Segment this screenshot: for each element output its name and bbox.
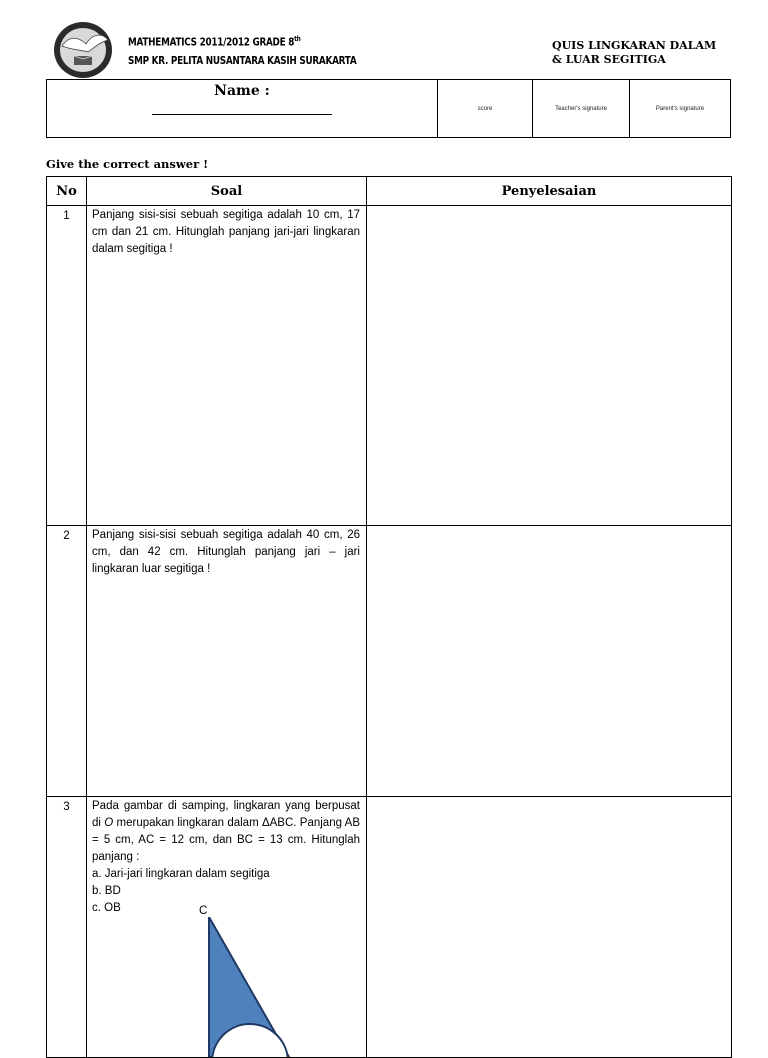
- school-logo: [52, 20, 114, 80]
- vertex-label-c: C: [199, 905, 208, 917]
- school-logo-icon: [52, 20, 114, 80]
- quiz-title: [552, 39, 716, 67]
- quiz-title-line-2: & LUAR SEGITIGA: [552, 53, 666, 66]
- teacher-signature-cell[interactable]: Teacher's signature: [533, 80, 630, 137]
- question-text: [87, 797, 366, 917]
- question-number: 2: [47, 526, 87, 797]
- question-number: 3: [47, 797, 87, 1058]
- score-cell[interactable]: score: [438, 80, 533, 137]
- question-cell: [87, 526, 367, 797]
- sub-question-b: b. BD: [92, 885, 121, 897]
- identity-box: [46, 79, 731, 138]
- table-row: [47, 526, 732, 797]
- name-cell[interactable]: [47, 80, 438, 137]
- question-cell: [87, 797, 367, 1058]
- question-cell: [87, 206, 367, 526]
- header-no: No: [47, 177, 87, 206]
- sub-question-c: c. OB: [92, 902, 121, 914]
- question-text: Panjang sisi-sisi sebuah segitiga adalah 10 cm, 17 cm dan 21 cm. Hitunglah panjang jari-jari lingkaran dalam segitiga !: [92, 209, 360, 255]
- instruction-text: Give the correct answer !: [46, 157, 209, 171]
- quiz-table: [46, 176, 732, 1058]
- table-row: [47, 797, 732, 1058]
- question-text-post: merupakan lingkaran dalam ΔABC. Panjang AB = 5 cm, AC = 12 cm, dan BC = 13 cm. Hitunglah panjang :: [92, 817, 360, 863]
- quiz-title-line-1: QUIS LINGKARAN DALAM: [552, 39, 717, 52]
- center-variable: O: [104, 817, 114, 829]
- name-label: Name :: [214, 83, 270, 99]
- school-info: [128, 30, 356, 70]
- answer-cell[interactable]: [367, 206, 732, 526]
- answer-cell[interactable]: [367, 797, 732, 1058]
- table-header-row: [47, 177, 732, 206]
- parent-signature-cell[interactable]: Parent's signature: [655, 105, 705, 112]
- table-row: [47, 206, 732, 526]
- name-blank-line[interactable]: [152, 114, 332, 115]
- school-line-1: MATHEMATICS 2011/2012 GRADE 8th: [128, 35, 301, 49]
- answer-cell[interactable]: [367, 526, 732, 797]
- sub-question-a: a. Jari-jari lingkaran dalam segitiga: [92, 868, 270, 880]
- school-line-2: SMP KR. PELITA NUSANTARA KASIH SURAKARTA: [128, 54, 357, 67]
- triangle-incircle-diagram: [87, 917, 367, 1057]
- question-text: Panjang sisi-sisi sebuah segitiga adalah 40 cm, 26 cm, dan 42 cm. Hitunglah panjang jari – jari lingkaran luar segitiga !: [92, 529, 360, 575]
- question-text-pre: Pada gambar di samping, lingkaran yang berpusat di: [92, 800, 360, 829]
- header-soal: Soal: [87, 177, 367, 206]
- question-number: 1: [47, 206, 87, 526]
- header-penyelesaian: Penyelesaian: [367, 177, 732, 206]
